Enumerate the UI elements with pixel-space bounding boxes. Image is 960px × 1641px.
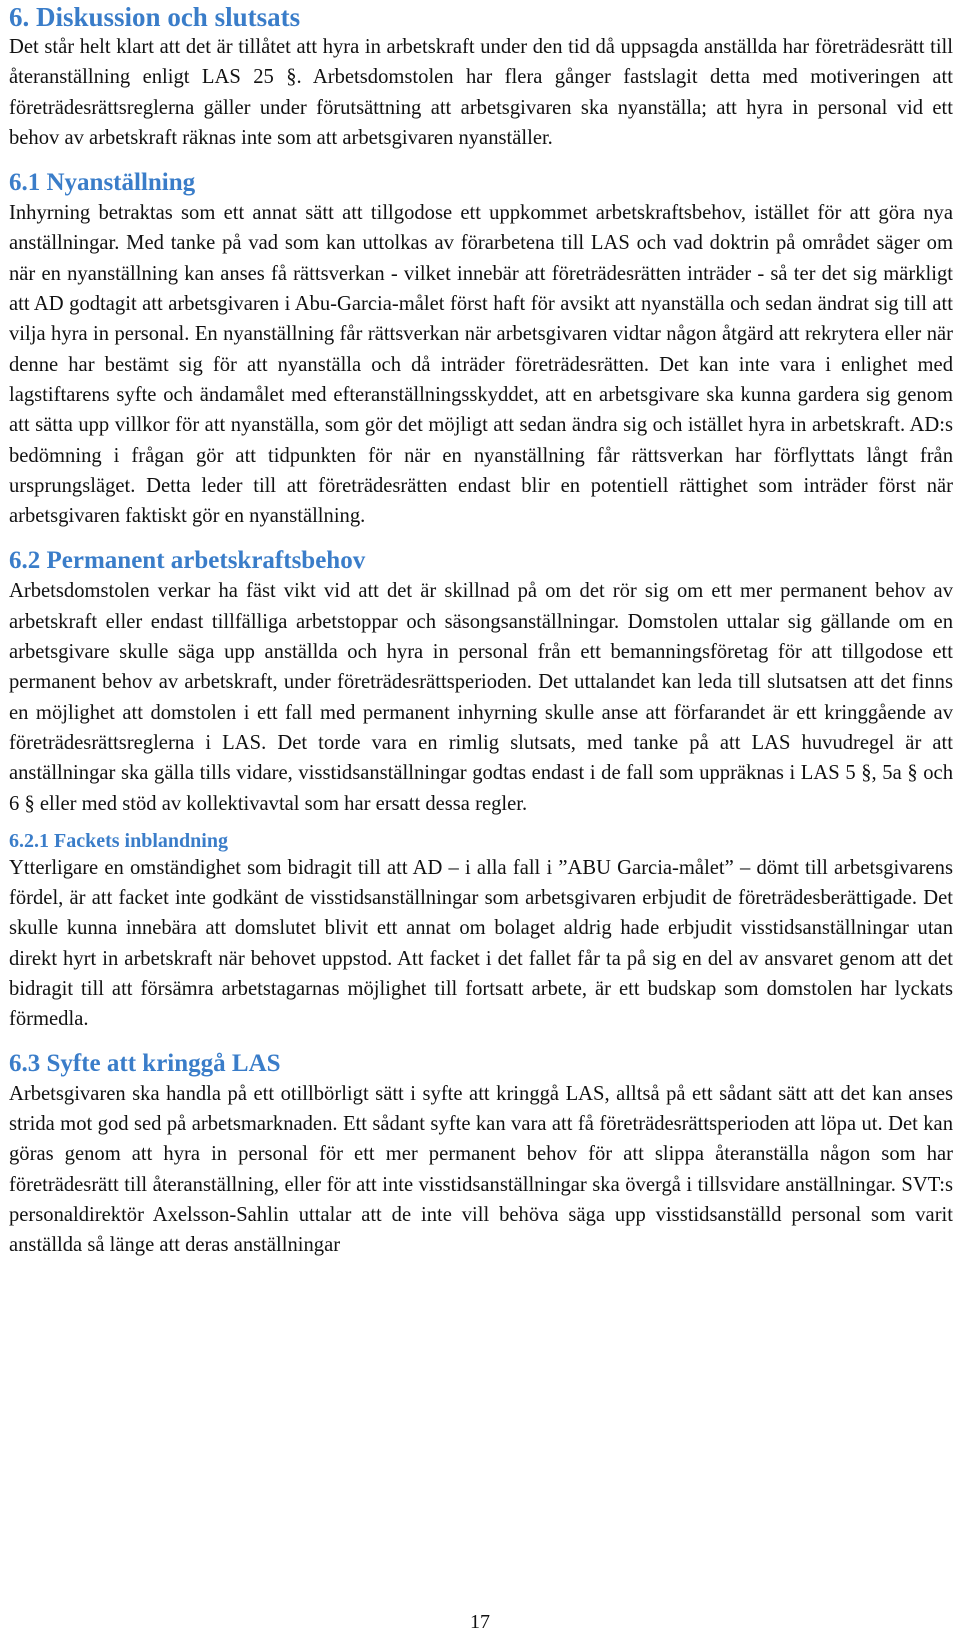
section-heading-6-2: 6.2 Permanent arbetskraftsbehov bbox=[9, 547, 366, 575]
page-number: 17 bbox=[470, 1611, 490, 1633]
spacer bbox=[9, 531, 953, 546]
section-heading-6-1: 6.1 Nyanställning bbox=[9, 169, 196, 197]
section-heading-6-2-1: 6.2.1 Fackets inblandning bbox=[9, 829, 228, 852]
spacer bbox=[9, 819, 953, 829]
section-6-1-paragraph: Inhyrning betraktas som ett annat sätt att tillgodose ett uppkommet arbetskraftsbehov, istället för att göra nya anställningar. Med tanke på vad som kan uttolkas av förarbetena till LAS och vad doktrin på området säger om när en nyanställning kan anses få rättsverkan - vilket innebär att företrädesrätten inträder - så ter det sig märkligt att AD godtagit att arbetsgivaren i Abu-Garcia-målet först haft för avsikt att nyanställa och sedan ändrat sig till att vilja hyra in personal. En nyanställning får rättsverkan när arbetsgivaren vidtar någon åtgärd att rekrytera eller när denne har bestämt sig för att nyanställa och då inträder företrädesrätten. Det kan inte vara i enlighet med lagstiftarens syfte och ändamålet med efteranställningsskyddet, att en arbetsgivare ska kunna gardera sig genom att sätta upp villkor för att nyanställa, som gör det möjligt att sedan ändra sig och istället hyra in arbetskraft. AD:s bedömning i frågan gör att tidpunkten för när en nyanställning får rättsverkan har förflyttats långt från ursprungsläget. Detta leder till att företrädesrätten endast blir en potentiell rättighet som inträder först när arbetsgivaren faktiskt gör en nyanställning. bbox=[9, 202, 953, 528]
section-6-2-paragraph: Arbetsdomstolen verkar ha fäst vikt vid att det är skillnad på om det rör sig om ett mer permanent behov av arbetskraft eller endast tillfälliga arbetstoppar och säsongsanställningar. Domstolen uttalar sig gällande om en arbetsgivare skulle säga upp anställda och hyra in personal från ett bemanningsföretag för att tillgodose ett permanent behov av arbetskraft, under företrädesrättsperioden. Det uttalandet kan leda till slutsatsen att det finns en möjlighet att domstolen i ett fall med permanent inhyrning skulle anse att förfarandet är ett kringgående av företrädesrättsreglerna i LAS. Det torde vara en rimlig slutsats, med tanke på att LAS huvudregel är att anställningar ska gälla tills vidare, visstidsanställningar godtas endast i de fall som uppräknas i LAS 5 §, 5a § och 6 § eller med stöd av kollektivavtal som har ersatt dessa regler. bbox=[9, 580, 953, 815]
section-heading-6: 6. Diskussion och slutsats bbox=[9, 2, 301, 32]
spacer bbox=[9, 1035, 953, 1049]
spacer bbox=[9, 153, 953, 168]
section-6-2-1-paragraph: Ytterligare en omständighet som bidragit till att AD – i alla fall i ”ABU Garcia-målet” – dömt till arbetsgivarens fördel, är att facket inte godkänt de visstidsanställningar som arbetsgivaren erbjudit de företrädesberättigade. Det skulle kunna innebära att domslutet blivit ett annat om bolaget aldrig hade erbjudit visstidsanställningar utan direkt hyrt in arbetskraft när behovet uppstod. Att facket i det fallet får ta på sig en del av ansvaret genom att det bidragit till att försämra arbetstagarnas möjlighet till fortsatt arbete, är ett budskap som domstolen har lyckats förmedla. bbox=[9, 856, 953, 1031]
section-6-paragraph: Det står helt klart att det är tillåtet att hyra in arbetskraft under den tid då uppsagda anställda har företrädesrätt till återanställning enligt LAS 25 §. Arbetsdomstolen har flera gånger fastslagit detta med motiveringen att företrädesrättsreglerna gäller under förutsättning att arbetsgivaren ska nyanställa; att hyra in personal vid ett behov av arbetskraft räknas inte som att arbetsgivaren nyanställer. bbox=[9, 36, 953, 149]
section-6-3-paragraph: Arbetsgivaren ska handla på ett otillbörligt sätt i syfte att kringgå LAS, alltså på ett sådant sätt att det kan anses strida mot god sed på arbetsmarknaden. Ett sådant syfte kan vara att få företrädesrättsperioden att löpa ut. Det kan göras genom att hyra in personal för ett mer permanent behov för att slippa återanställa någon som har företrädesrätt till återanställning, eller för att inte visstidsanställningar ska övergå i tillsvidare anställningar. SVT:s personaldirektör Axelsson-Sahlin uttalar att de inte vill behöva säga upp visstidsanställd personal som varit anställda så länge att deras anställningar bbox=[9, 1082, 953, 1257]
section-heading-6-3: 6.3 Syfte att kringgå LAS bbox=[9, 1049, 281, 1077]
